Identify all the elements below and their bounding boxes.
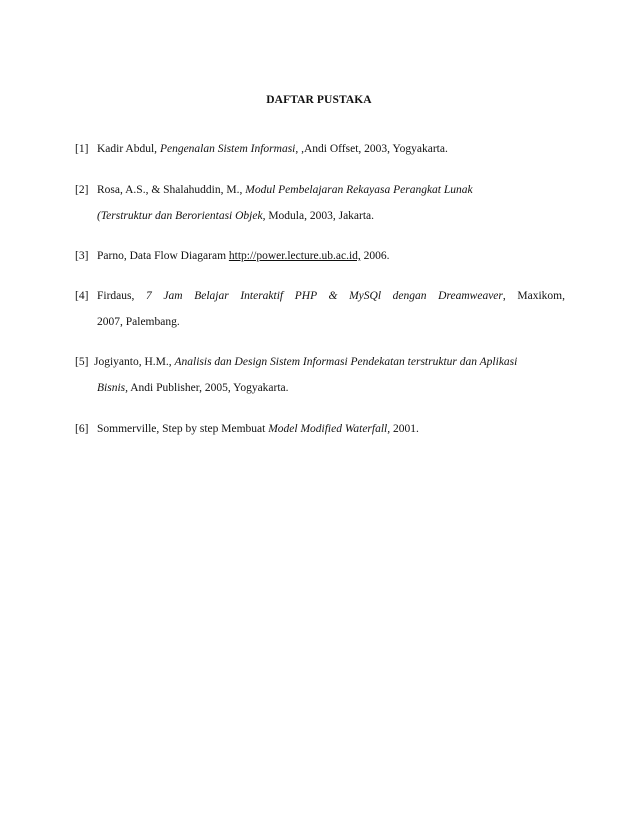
reference-publisher: Andi Publisher, 2005, Yogyakarta.	[128, 382, 289, 394]
reference-author: Firdaus,	[97, 290, 147, 302]
page-title: DAFTAR PUSTAKA	[266, 94, 372, 106]
reference-author: Rosa, A.S., & Shalahuddin, M.,	[97, 184, 246, 196]
reference-line	[75, 283, 565, 309]
reference-year: 2001.	[390, 423, 419, 435]
reference-item	[75, 136, 565, 162]
reference-number: [4]	[75, 290, 89, 302]
reference-year: 2006.	[360, 250, 390, 262]
reference-line	[75, 243, 565, 269]
reference-publisher: , ,Andi Offset, 2003, Yogyakarta.	[295, 143, 448, 155]
reference-publisher: , Maxikom,	[502, 290, 565, 302]
reference-item	[75, 349, 565, 401]
reference-title: Model Modified Waterfall,	[268, 423, 391, 435]
reference-author: Jogiyanto, H.M.,	[94, 356, 175, 368]
reference-url-link[interactable]: http://power.lecture.ub.ac.id,	[228, 250, 361, 262]
reference-line	[75, 349, 565, 375]
reference-line	[75, 375, 565, 401]
reference-item	[75, 243, 565, 269]
reference-line	[75, 309, 565, 335]
reference-publisher: Modula, 2003, Jakarta.	[265, 210, 375, 222]
reference-author: Parno, Data Flow Diagaram	[97, 250, 229, 262]
reference-author: Sommerville, Step by step Membuat	[97, 423, 269, 435]
reference-number: [2]	[75, 184, 89, 196]
reference-item	[75, 283, 565, 335]
reference-title: Pengenalan Sistem Informasi	[159, 143, 296, 155]
reference-title: Analisis dan Design Sistem Informasi Pendekatan terstruktur dan Aplikasi	[174, 356, 518, 368]
reference-title: Modul Pembelajaran Rekayasa Perangkat Lunak	[245, 184, 473, 196]
reference-title: 7 Jam Belajar Interaktif PHP & MySQl dengan Dreamweaver	[146, 290, 503, 302]
reference-title-cont: Bisnis,	[97, 382, 128, 394]
reference-number: [3]	[75, 250, 89, 262]
reference-author: Kadir Abdul,	[97, 143, 160, 155]
reference-line	[75, 416, 565, 442]
reference-year-place: 2007, Palembang.	[97, 316, 180, 328]
reference-title-cont: (Terstruktur dan Berorientasi Objek,	[97, 210, 266, 222]
reference-number: [6]	[75, 423, 89, 435]
reference-item	[75, 416, 565, 442]
reference-number: [1]	[75, 143, 89, 155]
reference-line	[75, 177, 565, 203]
reference-line	[75, 136, 565, 162]
reference-item	[75, 177, 565, 229]
reference-line	[75, 203, 565, 229]
reference-number: [5]	[75, 356, 89, 368]
